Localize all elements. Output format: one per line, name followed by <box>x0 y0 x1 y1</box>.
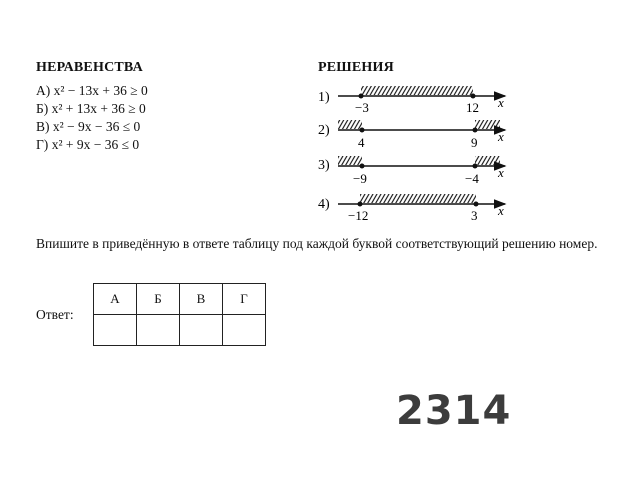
solution-number: 3) <box>318 158 330 173</box>
tick-label: 3 <box>471 208 478 223</box>
answer-header-cell: В <box>180 284 223 315</box>
point-marker <box>359 94 364 99</box>
answer-header-cell: А <box>94 284 137 315</box>
solution-number: 4) <box>318 197 330 212</box>
inequality-letter: Г) <box>36 137 49 152</box>
answer-cell-v[interactable] <box>180 315 223 346</box>
point-marker <box>360 128 365 133</box>
answer-cell-a[interactable] <box>94 315 137 346</box>
point-marker <box>473 164 478 169</box>
point-marker <box>471 94 476 99</box>
inequality-letter: В) <box>36 119 50 134</box>
hatched-interval <box>360 194 476 203</box>
hatched-interval <box>338 120 362 129</box>
inequality-expression: x² − 13x + 36 ≥ 0 <box>53 83 148 98</box>
answer-header-cell: Г <box>223 284 266 315</box>
answer-result: 2314 <box>396 388 512 434</box>
answer-label: Ответ: <box>36 307 74 322</box>
point-marker <box>474 202 479 207</box>
inequality-expression: x² − 9x − 36 ≤ 0 <box>52 119 141 134</box>
hatched-interval <box>361 86 473 95</box>
hatched-interval <box>475 120 500 129</box>
tick-label: 12 <box>466 100 479 115</box>
solution-line-4 <box>318 194 505 223</box>
solution-line-2 <box>318 120 505 150</box>
axis-label: x <box>498 95 504 110</box>
axis-label: x <box>498 165 504 180</box>
solution-number: 1) <box>318 90 330 105</box>
axis-label: x <box>498 129 504 144</box>
answer-input-row <box>94 315 266 346</box>
instruction-text: Впишите в приведённую в ответе таблицу под каждой буквой соответствующий решению номер. <box>36 236 598 251</box>
hatched-interval <box>338 156 362 165</box>
point-marker <box>358 202 363 207</box>
tick-label: −3 <box>355 100 369 115</box>
solutions-title: РЕШЕНИЯ <box>318 60 394 75</box>
inequality-expression: x² + 13x + 36 ≥ 0 <box>51 101 146 116</box>
answer-header-row <box>94 284 266 315</box>
tick-label: −9 <box>353 171 367 186</box>
tick-label: 4 <box>358 135 365 150</box>
point-marker <box>360 164 365 169</box>
solution-number: 2) <box>318 123 330 138</box>
inequality-letter: Б) <box>36 101 49 116</box>
answer-cell-b[interactable] <box>137 315 180 346</box>
inequality-expression: x² + 9x − 36 ≤ 0 <box>51 137 140 152</box>
answer-header-cell: Б <box>137 284 180 315</box>
point-marker <box>473 128 478 133</box>
inequality-letter: А) <box>36 83 51 98</box>
answer-cell-g[interactable] <box>223 315 266 346</box>
inequalities-title: НЕРАВЕНСТВА <box>36 60 143 75</box>
solution-line-1 <box>318 86 505 115</box>
tick-label: 9 <box>471 135 478 150</box>
hatched-interval <box>475 156 500 165</box>
solution-line-3 <box>318 156 505 186</box>
axis-label: x <box>498 203 504 218</box>
tick-label: −4 <box>465 171 479 186</box>
answer-table <box>93 283 266 346</box>
tick-label: −12 <box>348 208 369 223</box>
